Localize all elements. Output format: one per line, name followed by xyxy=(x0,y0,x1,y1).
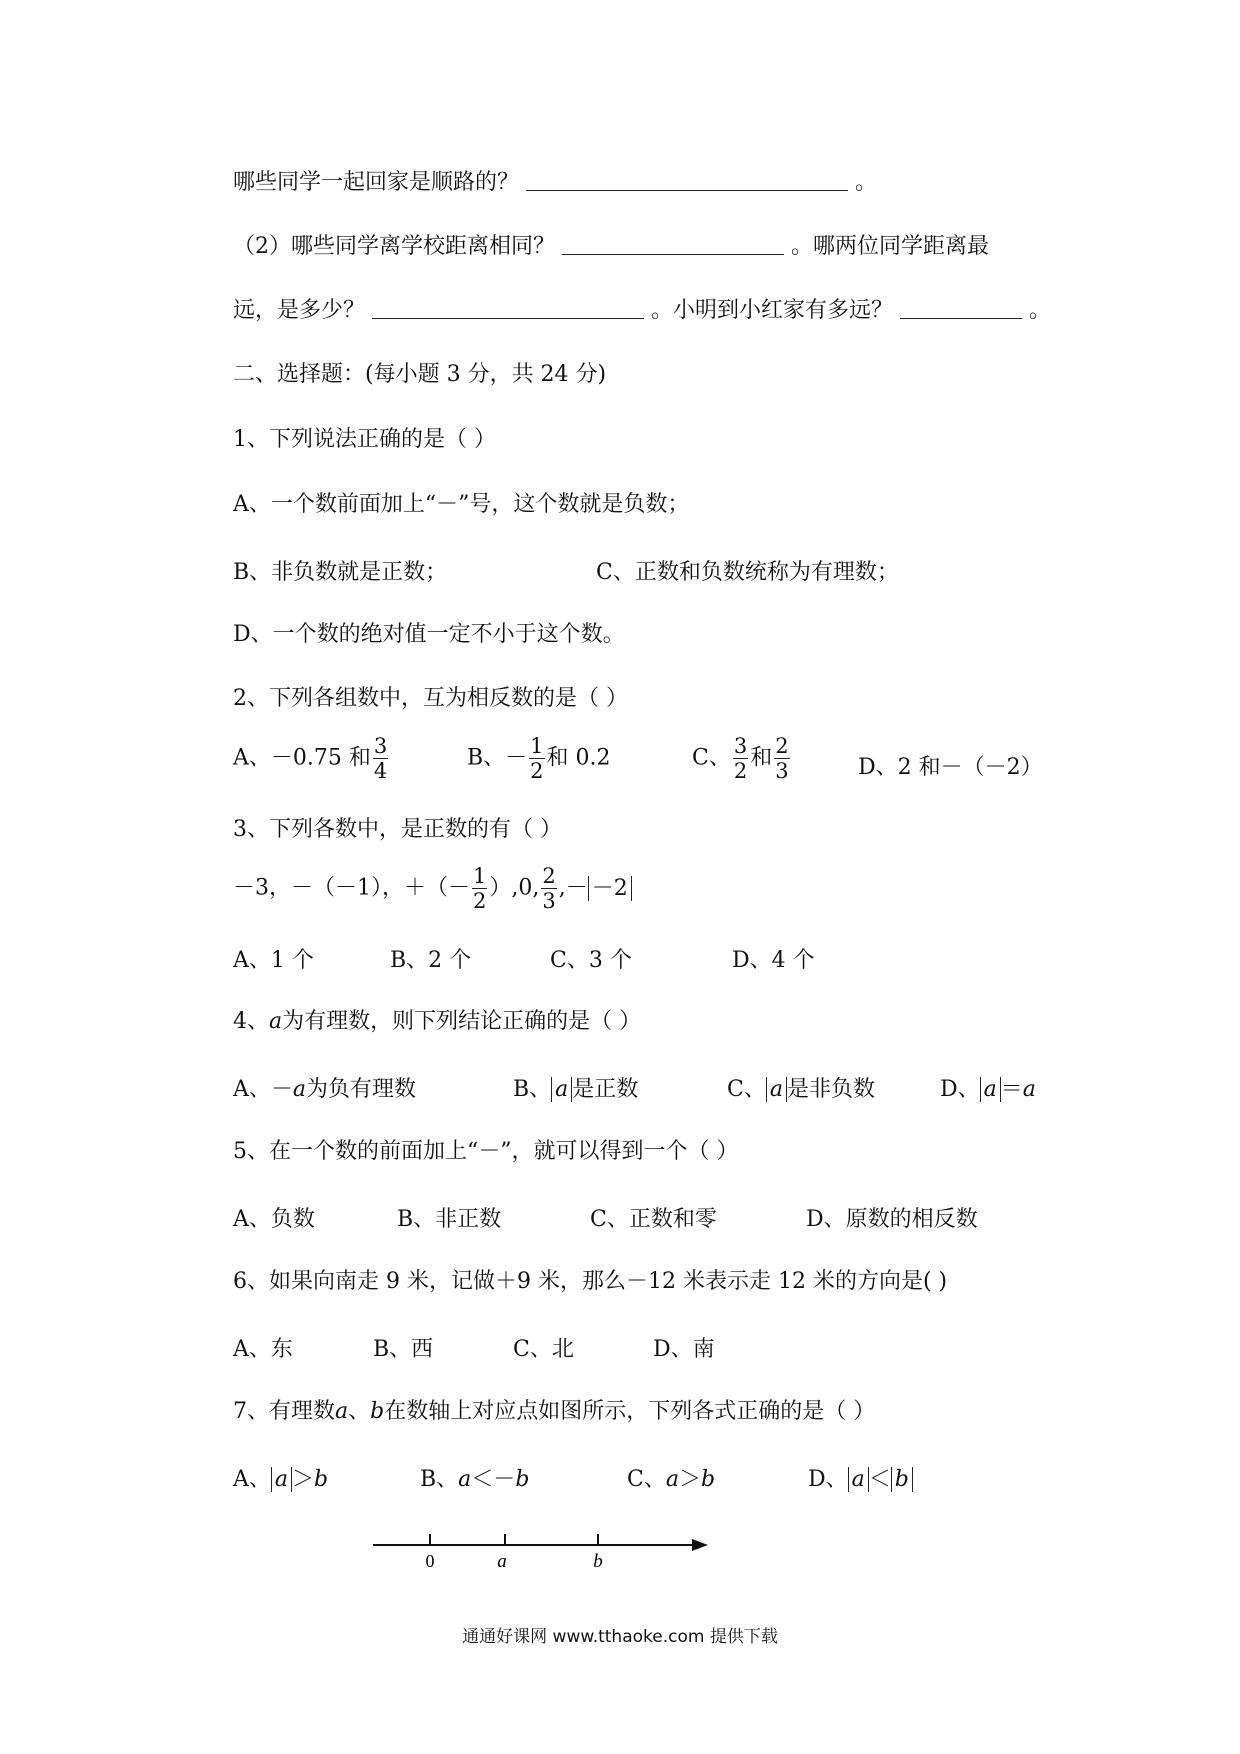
fraction xyxy=(529,734,544,783)
absolute-value: a xyxy=(271,1467,292,1492)
numerator: 3 xyxy=(373,734,388,758)
fill-line-1 xyxy=(233,168,877,198)
option-text: ＜ xyxy=(868,1467,891,1492)
q-text: 在数轴上对应点如图所示，下列各式正确的是（ ） xyxy=(384,1399,876,1424)
q-text: 。小明到小红家有多远？ xyxy=(651,298,894,323)
question-2-option-b xyxy=(467,734,611,783)
q-text: 。 xyxy=(1029,298,1052,323)
option-text: ＞ xyxy=(678,1467,701,1492)
option-text: A、－ xyxy=(233,1077,293,1102)
denominator: 3 xyxy=(542,889,556,913)
denominator: 2 xyxy=(530,759,544,783)
question-1-stem: 1、下列说法正确的是（ ） xyxy=(233,427,496,452)
question-2-option-d: D、2 和－（－2） xyxy=(858,755,1043,780)
numerator: 3 xyxy=(733,734,748,758)
denominator: 3 xyxy=(775,759,789,783)
question-2-option-a xyxy=(233,734,390,783)
question-7-stem xyxy=(233,1397,875,1427)
expr-text: －3，－（－1），＋（－ xyxy=(233,875,470,901)
q-text: 7、有理数 xyxy=(233,1399,335,1424)
variable: a xyxy=(1022,1077,1036,1102)
numerator: 2 xyxy=(775,734,789,758)
numerator: 1 xyxy=(530,734,544,758)
question-3-option-d: D、4 个 xyxy=(732,948,815,973)
denominator: 2 xyxy=(473,889,487,913)
answer-blank[interactable] xyxy=(372,296,644,319)
expr-text: ,－ xyxy=(558,875,588,901)
q-text: （2）哪些同学离学校距离相同？ xyxy=(233,234,555,259)
absolute-value: b xyxy=(891,1467,913,1492)
numerator: 1 xyxy=(473,864,487,888)
question-1-option-d: D、一个数的绝对值一定不小于这个数。 xyxy=(233,622,625,647)
option-text: A、 xyxy=(233,1467,271,1492)
question-3-expression xyxy=(233,864,632,913)
label-b: b xyxy=(593,1551,603,1572)
option-text: C、 xyxy=(627,1467,666,1492)
option-text: D、 xyxy=(808,1467,848,1492)
question-1-option-b: B、非负数就是正数； xyxy=(233,560,448,585)
option-text: 为负有理数 xyxy=(306,1077,417,1102)
option-text: C、 xyxy=(727,1077,766,1102)
arrow-head-icon xyxy=(692,1539,708,1551)
q-text: 远，是多少？ xyxy=(233,298,366,323)
option-text: 和 xyxy=(750,745,773,771)
denominator: 4 xyxy=(373,759,388,783)
variable: a xyxy=(665,1467,679,1492)
absolute-value: a xyxy=(766,1077,787,1102)
question-7-option-a xyxy=(233,1462,328,1493)
absolute-value: a xyxy=(848,1467,869,1492)
fraction xyxy=(373,734,388,783)
option-text: ＞ xyxy=(292,1467,315,1492)
q-text: 、 xyxy=(348,1399,371,1424)
number-line-figure xyxy=(370,1515,710,1585)
expr-text: ）,0, xyxy=(489,875,540,901)
question-3-option-a: A、1 个 xyxy=(233,948,314,973)
question-6-option-a: A、东 xyxy=(233,1337,293,1362)
question-7-option-b xyxy=(420,1462,529,1493)
q-text: 。 xyxy=(855,170,878,195)
question-5-option-a: A、负数 xyxy=(233,1207,315,1232)
question-5-option-b: B、非正数 xyxy=(397,1207,502,1232)
option-text: B、－ xyxy=(467,745,528,771)
question-6-option-d: D、南 xyxy=(653,1337,715,1362)
numerator: 2 xyxy=(542,864,556,888)
option-text: ＜－ xyxy=(471,1467,516,1492)
q-text: 。哪两位同学距离最 xyxy=(791,234,990,259)
option-text: A、－0.75 和 xyxy=(233,745,371,771)
answer-blank[interactable] xyxy=(900,296,1022,319)
question-2-stem: 2、下列各组数中，互为相反数的是（ ） xyxy=(233,686,628,711)
fill-line-3 xyxy=(233,296,1051,326)
question-1-option-c: C、正数和负数统称为有理数； xyxy=(596,560,899,585)
section-heading: 二、选择题：(每小题 3 分，共 24 分) xyxy=(233,362,607,387)
option-text: 是非负数 xyxy=(786,1077,875,1102)
option-text: 是正数 xyxy=(572,1077,639,1102)
question-5-option-d: D、原数的相反数 xyxy=(806,1207,978,1232)
question-2-option-c xyxy=(692,734,792,783)
variable: a xyxy=(458,1467,472,1492)
question-3-option-b: B、2 个 xyxy=(390,948,472,973)
option-text: C、 xyxy=(692,745,731,771)
absolute-value: a xyxy=(980,1077,1001,1102)
variable: b xyxy=(515,1467,530,1492)
question-4-option-b xyxy=(513,1072,638,1103)
label-a: a xyxy=(497,1551,507,1572)
question-5-stem: 5、在一个数的前面加上“－”，就可以得到一个（ ） xyxy=(233,1139,739,1164)
question-4-option-a xyxy=(233,1072,416,1103)
option-text: B、 xyxy=(513,1077,552,1102)
denominator: 2 xyxy=(733,759,748,783)
q-text: 为有理数，则下列结论正确的是（ ） xyxy=(282,1009,642,1034)
variable: a xyxy=(292,1077,307,1102)
absolute-value: －2 xyxy=(588,876,632,901)
fraction xyxy=(472,864,487,913)
question-3-stem: 3、下列各数中，是正数的有（ ） xyxy=(233,817,562,842)
question-5-option-c: C、正数和零 xyxy=(590,1207,717,1232)
fraction xyxy=(733,734,748,783)
variable: b xyxy=(700,1467,716,1492)
variable: a xyxy=(269,1009,283,1034)
question-4-option-d xyxy=(940,1072,1036,1103)
answer-blank[interactable] xyxy=(562,232,784,255)
variable: b xyxy=(314,1467,329,1492)
fraction xyxy=(774,734,789,783)
question-6-option-b: B、西 xyxy=(373,1337,434,1362)
fill-line-2 xyxy=(233,232,989,262)
fraction xyxy=(541,864,556,913)
question-7-option-c xyxy=(627,1462,715,1493)
question-4-option-c xyxy=(727,1072,875,1103)
label-zero: 0 xyxy=(425,1551,435,1571)
variable: b xyxy=(370,1399,385,1424)
question-3-option-c: C、3 个 xyxy=(550,948,632,973)
question-6-option-c: C、北 xyxy=(513,1337,574,1362)
question-1-option-a: A、一个数前面加上“－”号，这个数就是负数； xyxy=(233,492,690,517)
absolute-value: a xyxy=(551,1077,572,1102)
variable: a xyxy=(335,1399,349,1424)
option-text: ＝ xyxy=(1000,1077,1023,1102)
question-7-option-d xyxy=(808,1462,913,1493)
option-text: D、 xyxy=(940,1077,980,1102)
question-6-stem: 6、如果向南走 9 米，记做＋9 米，那么－12 米表示走 12 米的方向是( ) xyxy=(233,1269,948,1294)
option-text: 和 0.2 xyxy=(546,745,611,771)
option-text: B、 xyxy=(420,1467,459,1492)
footer-credit: 通通好课网 www.tthaoke.com 提供下载 xyxy=(462,1627,778,1647)
q-text: 哪些同学一起回家是顺路的？ xyxy=(233,170,520,195)
question-4-stem xyxy=(233,1007,641,1037)
answer-blank[interactable] xyxy=(526,168,848,191)
q-text: 4、 xyxy=(233,1009,269,1034)
